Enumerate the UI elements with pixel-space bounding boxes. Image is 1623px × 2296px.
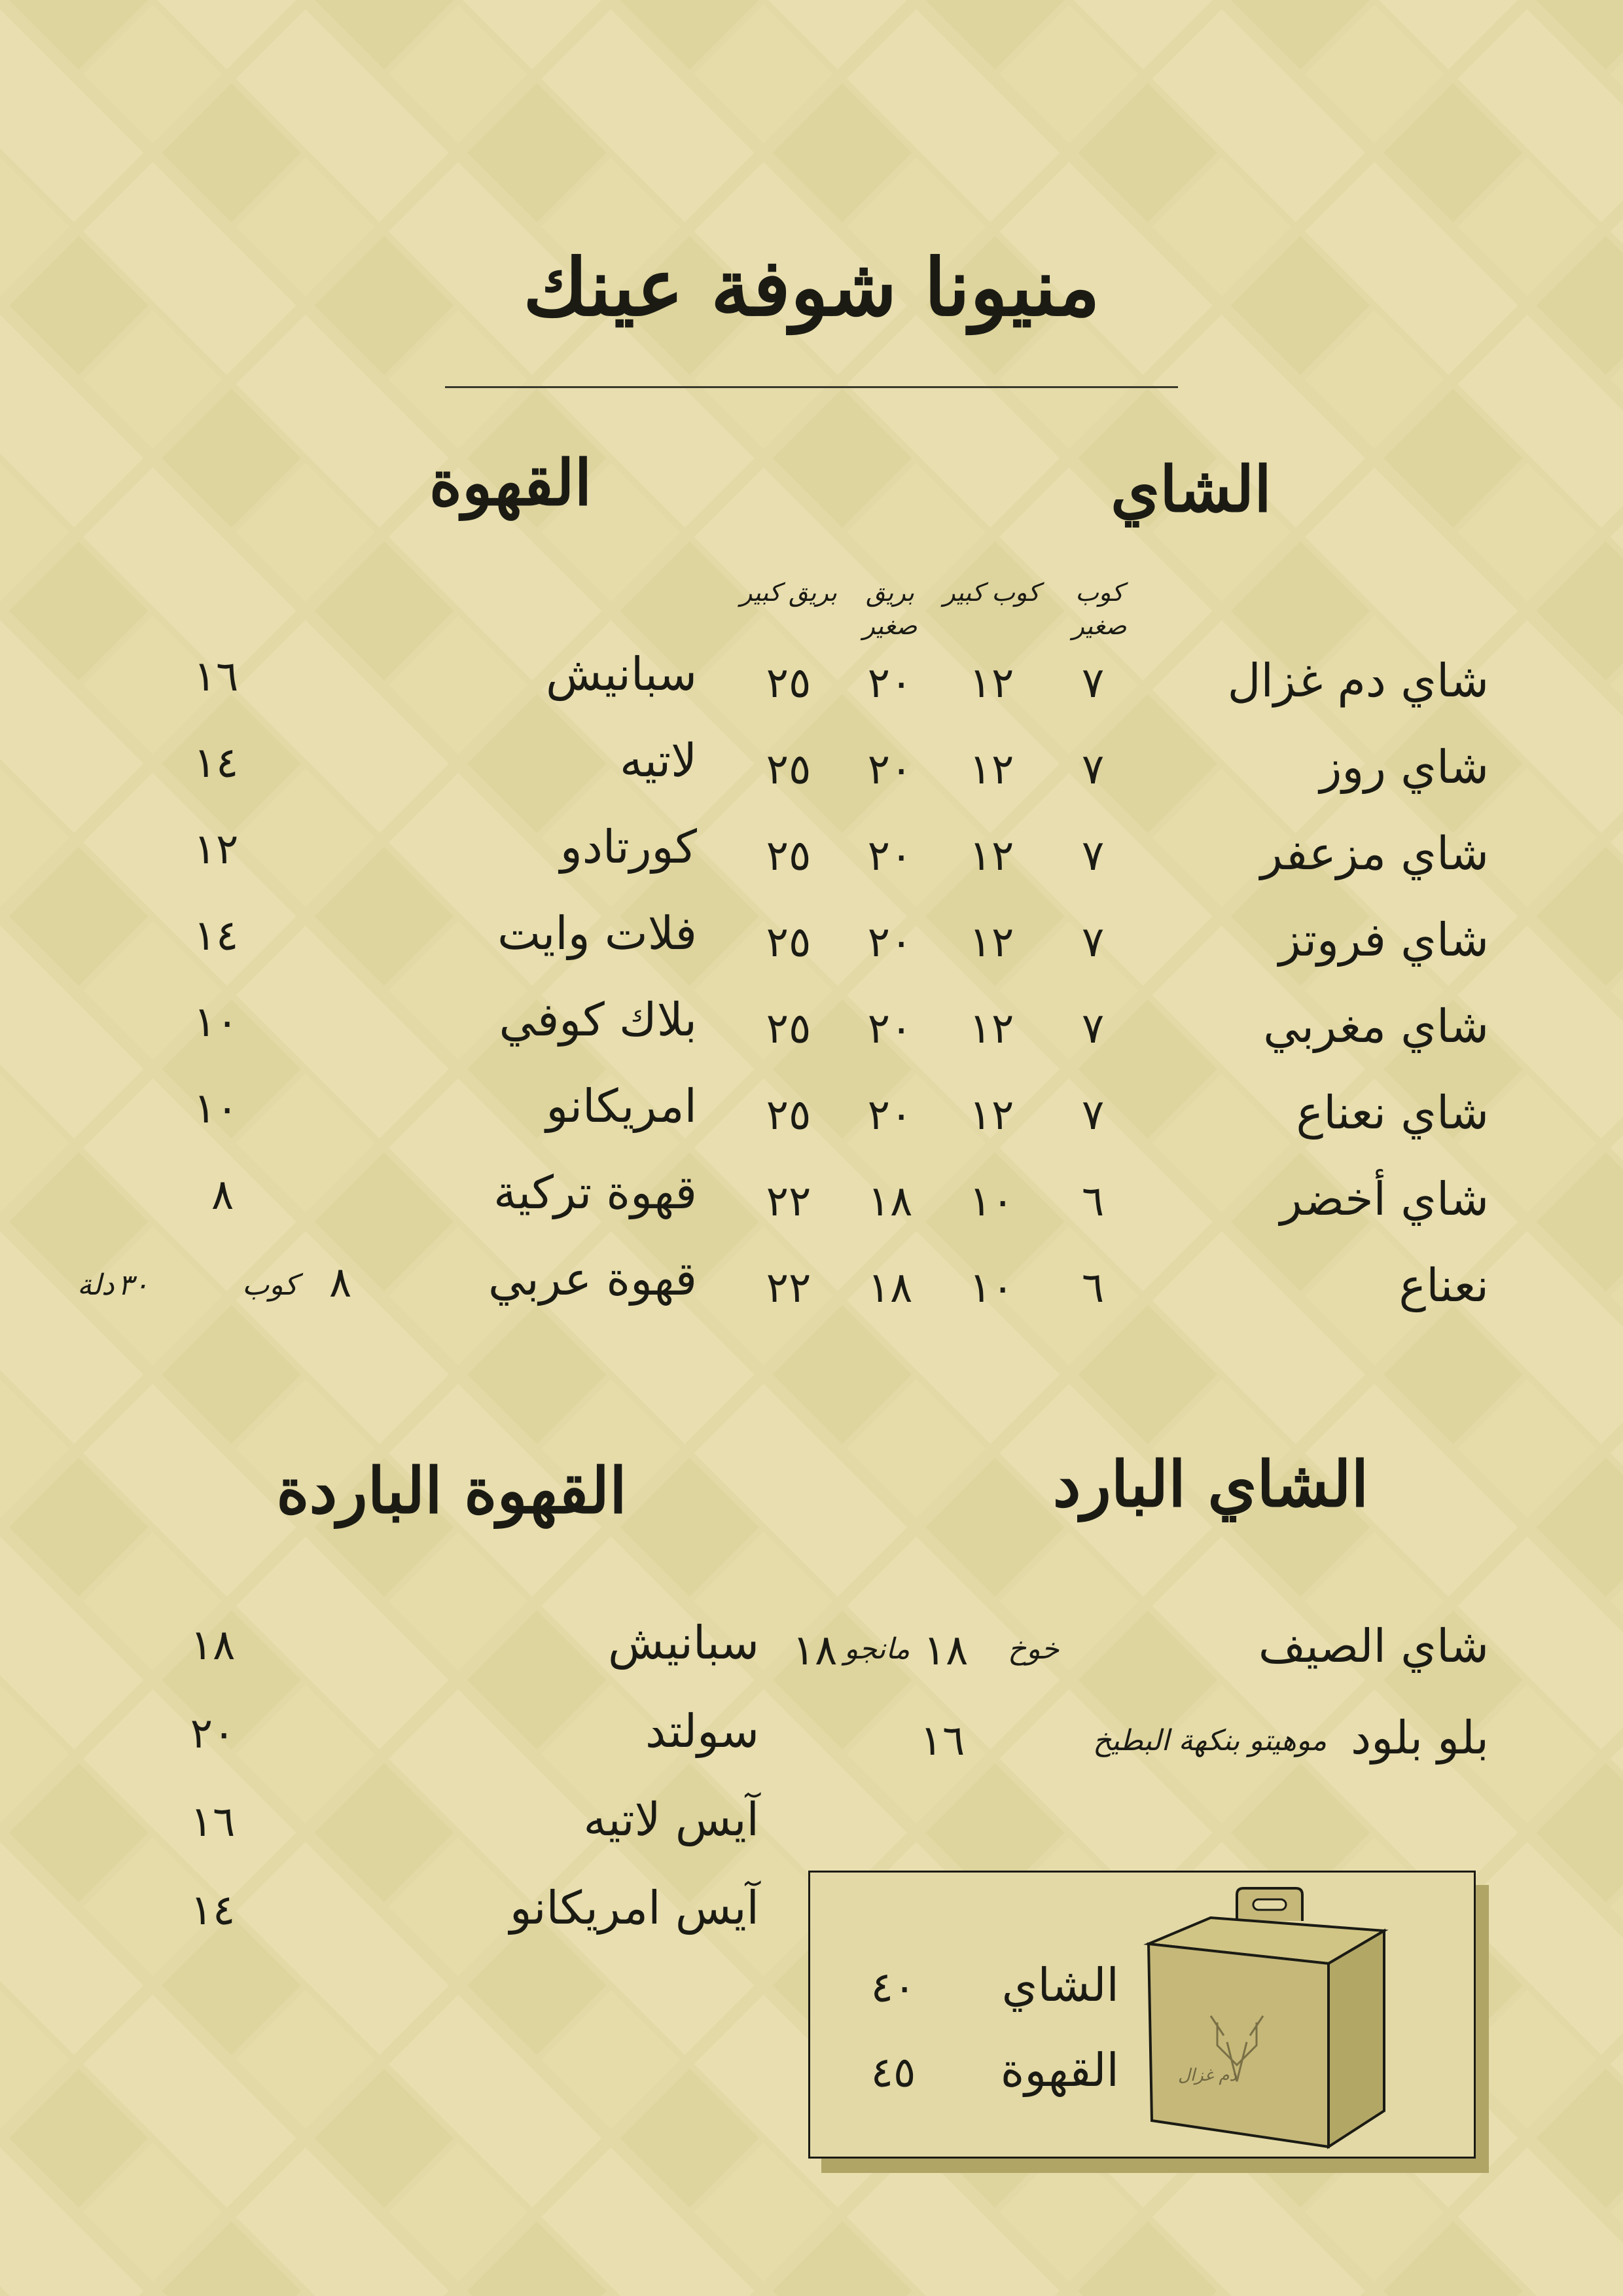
menu-title: منيونا شوفة عينك: [523, 242, 1100, 334]
tea-price-large-cup: ١٢: [969, 659, 1014, 708]
tea-item-name: شاي أخضر: [1279, 1172, 1489, 1226]
iced-tea-item-name: بلو بلود: [1350, 1711, 1489, 1765]
arabic-coffee-pot-label: دلة: [77, 1268, 115, 1302]
tea-col-head-large-pot: بريق كبير: [740, 578, 837, 607]
tea-price-small-pot: ٢٠: [867, 659, 913, 708]
iced-coffee-item-price: ١٤: [190, 1886, 236, 1935]
tea-price-small-cup: ٧: [1081, 918, 1105, 967]
iced-tea-mango-price: ١٨: [792, 1626, 838, 1675]
iced-coffee-item-price: ١٨: [190, 1621, 236, 1670]
iced-coffee-item-name: سولتد: [645, 1704, 759, 1758]
tea-item-name: شاي روز: [1319, 740, 1489, 794]
box-offer-item-name: الشاي: [1001, 1958, 1119, 2012]
arabic-coffee-pot-price: ٣٠: [118, 1268, 149, 1302]
tea-price-large-pot: ٢٢: [766, 1264, 812, 1312]
coffee-item-name: لاتيه: [619, 734, 697, 787]
coffee-item-name: قهوة عربي: [488, 1252, 697, 1306]
tea-item-name: شاي مغربي: [1263, 999, 1489, 1053]
coffee-item-name: قهوة تركية: [493, 1166, 697, 1219]
iced-tea-item-name: شاي الصيف: [1258, 1619, 1489, 1673]
box-offer-item-name: القهوة: [1000, 2043, 1119, 2097]
coffee-item-price: ١٠: [193, 998, 239, 1047]
tea-price-large-cup: ١٢: [969, 832, 1014, 880]
tea-price-small-pot: ٢٠: [867, 918, 913, 967]
tea-price-small-pot: ١٨: [867, 1264, 913, 1312]
tea-price-large-pot: ٢٢: [766, 1177, 812, 1226]
iced-coffee-heading: القهوة الباردة: [276, 1454, 627, 1528]
tea-price-large-pot: ٢٥: [766, 918, 812, 967]
iced-tea-heading: الشاي البارد: [1052, 1447, 1369, 1521]
coffee-item-price: ١٢: [193, 825, 239, 874]
tea-price-small-cup: ٧: [1081, 832, 1105, 880]
coffee-item-name: سبانيش: [546, 647, 697, 701]
iced-coffee-item-name: آيس امريكانو: [509, 1881, 759, 1935]
coffee-item-price: ١٤: [193, 912, 239, 960]
tea-price-large-pot: ٢٥: [766, 659, 812, 708]
coffee-item-price: ٨: [211, 1171, 234, 1219]
coffee-item-name: فلات وايت: [497, 906, 697, 960]
takeaway-box-icon: [1139, 1885, 1400, 2160]
coffee-item-name: كورتادو: [560, 820, 697, 874]
tea-price-large-cup: ١٠: [969, 1177, 1014, 1226]
tea-price-large-cup: ١٢: [969, 918, 1014, 967]
box-brand-label: دم غزال: [1178, 2066, 1237, 2085]
tea-price-large-cup: ١٢: [969, 1005, 1014, 1053]
tea-item-name: نعناع: [1399, 1259, 1489, 1312]
coffee-item-price: ١٠: [193, 1085, 239, 1133]
tea-price-small-cup: ٧: [1081, 1005, 1105, 1053]
iced-coffee-item-name: سبانيش: [608, 1616, 759, 1670]
iced-tea-flavor-peach: خوخ: [1008, 1632, 1060, 1666]
tea-price-large-cup: ١٢: [969, 1091, 1014, 1139]
tea-price-large-pot: ٢٥: [766, 1005, 812, 1053]
box-offer-item-price: ٤٠: [870, 1964, 916, 2012]
tea-price-large-cup: ١٢: [969, 745, 1014, 794]
tea-price-small-pot: ٢٠: [867, 1005, 913, 1053]
iced-tea-flavor-mango: مانجو: [844, 1632, 910, 1666]
tea-price-large-pot: ٢٥: [766, 745, 812, 794]
tea-heading: الشاي: [1111, 452, 1272, 526]
coffee-item-price: ١٤: [193, 739, 239, 787]
coffee-item-name: بلاك كوفي: [499, 993, 697, 1047]
tea-price-small-cup: ٧: [1081, 659, 1105, 708]
tea-item-name: شاي دم غزال: [1227, 654, 1489, 708]
coffee-item-name: امريكانو: [546, 1079, 697, 1133]
iced-coffee-item-price: ٢٠: [190, 1710, 236, 1758]
tea-price-small-pot: ١٨: [867, 1177, 913, 1226]
tea-price-small-pot: ٢٠: [867, 745, 913, 794]
tea-item-name: شاي نعناع: [1296, 1086, 1489, 1139]
iced-tea-peach-price: ١٨: [923, 1626, 969, 1675]
coffee-heading: القهوة: [429, 446, 592, 520]
iced-tea-item-price: ١٦: [919, 1717, 965, 1765]
tea-price-small-cup: ٦: [1081, 1177, 1105, 1226]
arabic-coffee-cup-label: كوب: [242, 1268, 298, 1302]
iced-coffee-item-name: آيس لاتيه: [583, 1793, 759, 1846]
tea-col-head-small-cup: كوب صغير: [1072, 578, 1127, 641]
iced-tea-item-note: موهيتو بنكهة البطيخ: [1093, 1724, 1327, 1757]
tea-price-large-pot: ٢٥: [766, 1091, 812, 1139]
iced-coffee-item-price: ١٦: [190, 1798, 236, 1846]
tea-price-small-cup: ٧: [1081, 745, 1105, 794]
tea-col-head-large-cup: كوب كبير: [943, 578, 1040, 607]
box-offer-item-price: ٤٥: [870, 2049, 916, 2097]
tea-item-name: شاي مزعفر: [1260, 827, 1489, 880]
tea-item-name: شاي فروتز: [1278, 913, 1489, 967]
tea-price-small-cup: ٧: [1081, 1091, 1105, 1139]
tea-price-small-pot: ٢٠: [867, 1091, 913, 1139]
tea-price-small-pot: ٢٠: [867, 832, 913, 880]
tea-price-small-cup: ٦: [1081, 1264, 1105, 1312]
tea-col-head-small-pot: بريق صغير: [863, 578, 918, 641]
arabic-coffee-cup-price: ٨: [329, 1259, 352, 1307]
title-divider: [445, 386, 1178, 388]
coffee-item-price: ١٦: [193, 653, 239, 701]
tea-price-large-cup: ١٠: [969, 1264, 1014, 1312]
tea-price-large-pot: ٢٥: [766, 832, 812, 880]
